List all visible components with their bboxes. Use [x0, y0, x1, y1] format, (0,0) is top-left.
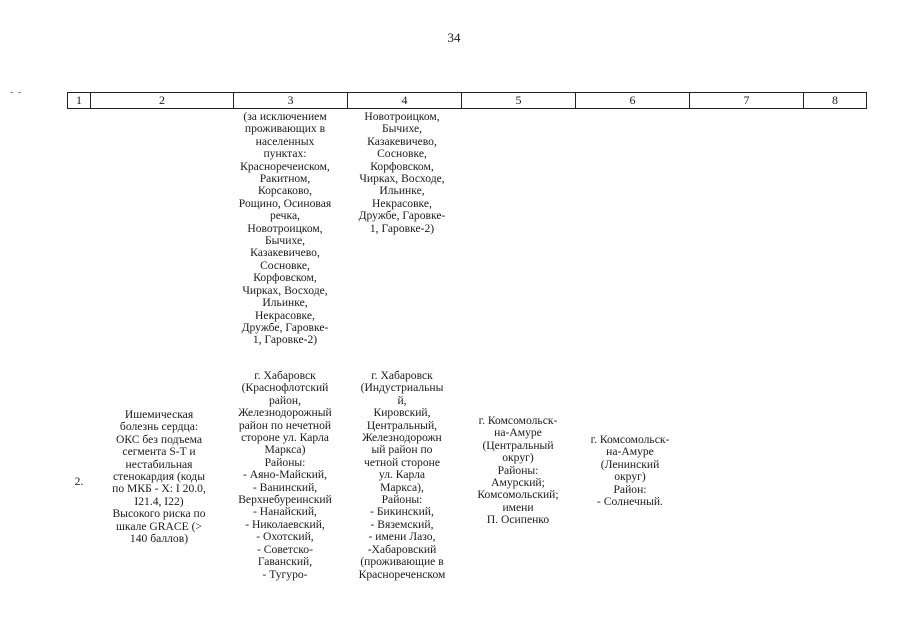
header-cell-6: 6 [576, 93, 690, 108]
header-cell-5: 5 [462, 93, 576, 108]
header-cell-8: 8 [832, 93, 838, 107]
row2-col2-text: Ишемическая болезнь сердца: ОКС без подъема сегмента S-T и нестабильная стенокардия (коды по МКБ - X: I 20.0, I21.4, I22) Высокого риска по шкале GRACE (> 140 баллов) [112, 408, 206, 546]
header-cell-3: 3 [234, 93, 348, 108]
row2-col5-text: г. Комсомольск- на-Амуре (Центральный округ) Районы: Амурский; Комсомольский; имени П. Осипенко [477, 414, 559, 527]
row1-col4-text: Новотроицком, Бычихе, Казакевичево, Сосновке, Корфовском, Чирках, Восходе, Ильинке, Некрасовке, Дружбе, Гаровке- 1, Гаровке-2) [358, 110, 446, 235]
row1-col3-text: (за исключением проживающих в населенных пунктах: Красноречеиском, Ракитном, Корсаково, Рощино, Осиновая речка, Новотроицком, Бычихе, Казакевичево, Сосновке, Корфовском, Чирках, Восходе, Ильинке, Некрасовке, Дружбе, Гаровке- 1, Гаровке-2) [238, 110, 332, 347]
header-cell-4: 4 [348, 93, 462, 108]
row2-col6-text: г. Комсомольск- на-Амуре (Ленинский округ) Район: - Солнечный. [590, 433, 670, 509]
row2-col4-text: г. Хабаровск (Индустриальны й, Кировский, Центральный, Железнодорожн ый район по четной стороне ул. Карла Маркса), Районы: - Бикинский, - Вяземский, - имени Лазо, -Хабаровский (проживающие в Краснореченском [358, 369, 446, 581]
margin-mark: - - [10, 87, 23, 98]
header-cell-7: 7 [690, 93, 804, 108]
header-cell-1: 1 [68, 93, 91, 108]
header-cell-2: 2 [91, 93, 234, 108]
row2-col3-text: г. Хабаровск (Краснофлотский район, Железнодорожный район по нечетной стороне ул. Карла Маркса) Районы: - Аяно-Майский, - Ванинский, Верхнебуреинский - Нанайский, - Николаевский, - Охотский, - Советско- Гаванский, - Тугуро- [238, 369, 332, 581]
row2-number: 2. [74, 475, 84, 488]
page-number: 34 [447, 30, 461, 45]
table-header-row [67, 92, 867, 109]
